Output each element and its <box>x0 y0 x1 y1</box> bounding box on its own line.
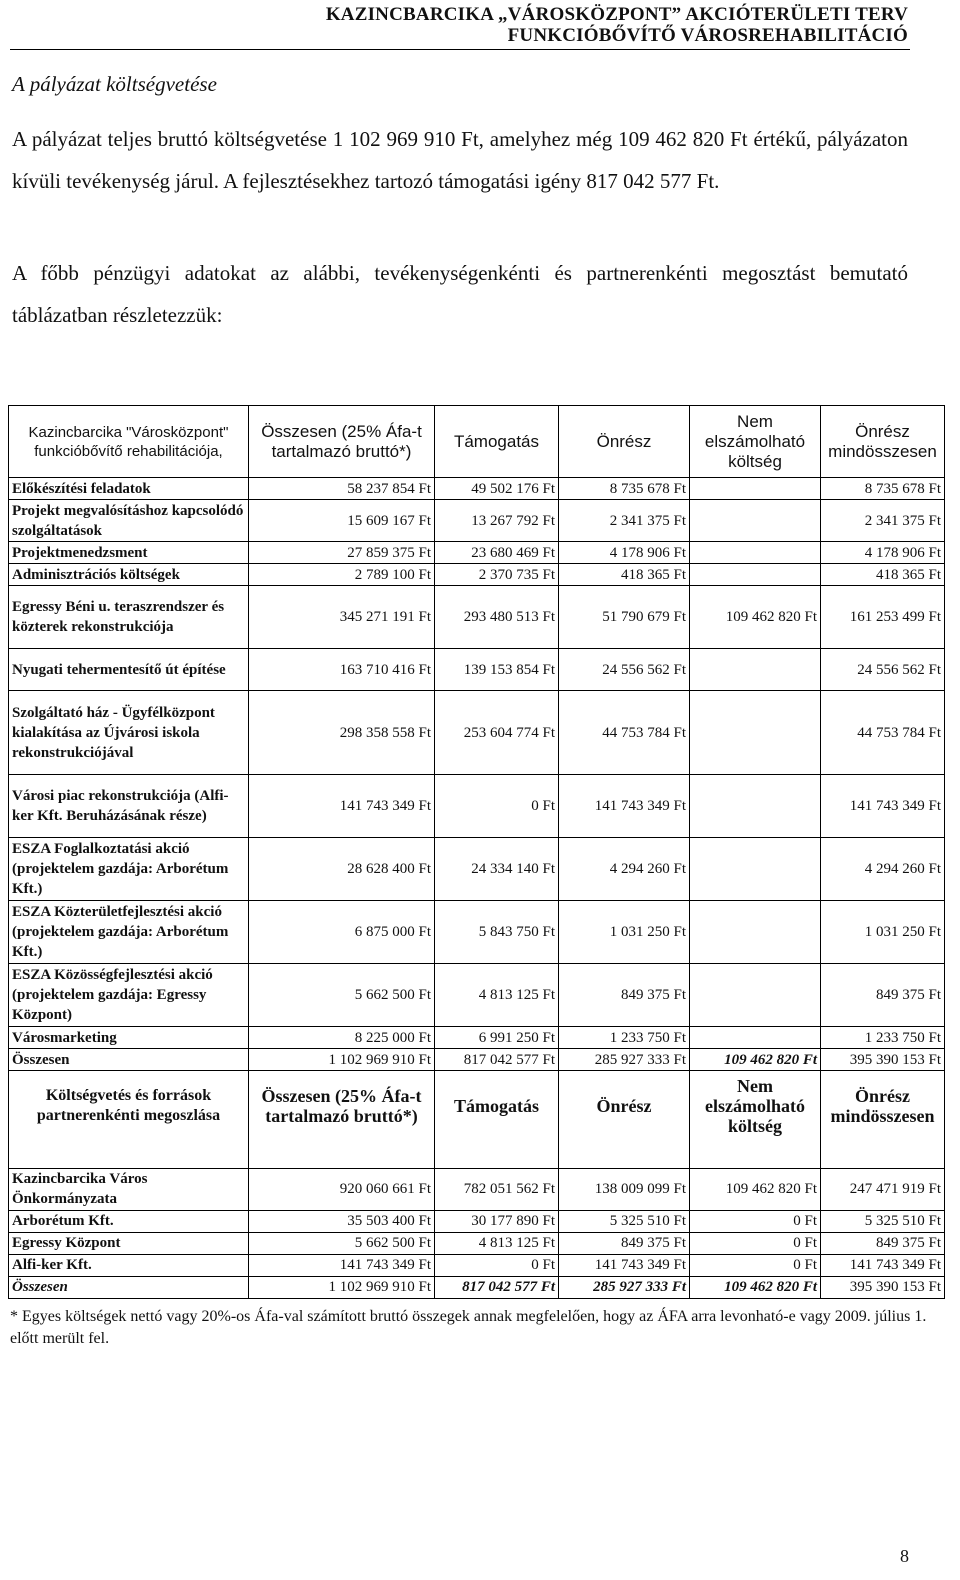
spacer-cell <box>559 1141 690 1169</box>
header-line-1: KAZINCBARCIKA „VÁROSKÖZPONT” AKCIÓTERÜLETI TERV <box>325 4 908 25</box>
spacer-cell <box>9 1141 249 1169</box>
cell-total: 15 609 167 Ft <box>249 500 435 542</box>
cell-total: 5 662 500 Ft <box>249 964 435 1027</box>
cell-own-total: 5 325 510 Ft <box>821 1210 945 1232</box>
partner-row <box>9 1232 945 1254</box>
partner-total-row <box>9 1276 945 1298</box>
cell-nonelig: 109 462 820 Ft <box>690 586 821 649</box>
cell-own: 4 178 906 Ft <box>559 542 690 564</box>
cell-own-total: 141 743 349 Ft <box>821 775 945 838</box>
table-row <box>9 1027 945 1049</box>
table-row <box>9 838 945 901</box>
cell-own-total: 1 031 250 Ft <box>821 901 945 964</box>
table-header-row <box>9 406 945 478</box>
cell-support: 49 502 176 Ft <box>435 478 559 500</box>
cell-nonelig <box>690 1027 821 1049</box>
table-row <box>9 964 945 1027</box>
cell-total: 2 789 100 Ft <box>249 564 435 586</box>
partner-row <box>9 1254 945 1276</box>
partner-total-support: 817 042 577 Ft <box>435 1276 559 1298</box>
cell-support: 2 370 735 Ft <box>435 564 559 586</box>
partner-total-name: Összesen <box>9 1276 249 1298</box>
cell-support: 24 334 140 Ft <box>435 838 559 901</box>
spacer-cell <box>249 1141 435 1169</box>
cell-nonelig <box>690 838 821 901</box>
partner-total-own: 285 927 333 Ft <box>559 1276 690 1298</box>
table-row <box>9 649 945 691</box>
partner-header-total: Összesen (25% Áfa-t tartalmazó bruttó*) <box>249 1071 435 1141</box>
row-name: ESZA Közösségfejlesztési akció (projektelem gazdája: Egressy Központ) <box>9 964 249 1027</box>
cell-total: 35 503 400 Ft <box>249 1210 435 1232</box>
total-cell-own-total: 395 390 153 Ft <box>821 1049 945 1071</box>
cell-support: 253 604 774 Ft <box>435 691 559 775</box>
partner-total-total: 1 102 969 910 Ft <box>249 1276 435 1298</box>
cell-own-total: 8 735 678 Ft <box>821 478 945 500</box>
partner-name: Arborétum Kft. <box>9 1210 249 1232</box>
partner-header-title: Költségvetés és források partnerenkénti megoszlása <box>9 1071 249 1141</box>
header-nonelig: Nem elszámolható költség <box>690 406 821 478</box>
cell-own-total: 4 178 906 Ft <box>821 542 945 564</box>
row-name: ESZA Foglalkoztatási akció (projektelem gazdája: Arborétum Kft.) <box>9 838 249 901</box>
header-line-2: FUNKCIÓBŐVÍTŐ VÁROSREHABILITÁCIÓ <box>507 25 908 46</box>
paragraph-budget-summary: A pályázat teljes bruttó költségvetése 1 102 969 910 Ft, amelyhez még 109 462 820 Ft értékű, pályázaton kívüli tevékenység járul. A fejlesztésekhez tartozó támogatási igény 817 042 577 Ft. <box>12 127 908 193</box>
partner-header-own: Önrész <box>559 1071 690 1141</box>
cell-own-total: 2 341 375 Ft <box>821 500 945 542</box>
cell-own: 1 233 750 Ft <box>559 1027 690 1049</box>
table-row <box>9 586 945 649</box>
cell-total: 163 710 416 Ft <box>249 649 435 691</box>
cell-own: 1 031 250 Ft <box>559 901 690 964</box>
cell-own-total: 24 556 562 Ft <box>821 649 945 691</box>
header-total: Összesen (25% Áfa-t tartalmazó bruttó*) <box>249 406 435 478</box>
total-cell-total: 1 102 969 910 Ft <box>249 1049 435 1071</box>
cell-support: 4 813 125 Ft <box>435 1232 559 1254</box>
table-row <box>9 500 945 542</box>
row-name: Városmarketing <box>9 1027 249 1049</box>
cell-own-total: 1 233 750 Ft <box>821 1027 945 1049</box>
cell-own: 849 375 Ft <box>559 964 690 1027</box>
cell-own: 8 735 678 Ft <box>559 478 690 500</box>
cell-own-total: 247 471 919 Ft <box>821 1168 945 1210</box>
partner-total-own-total: 395 390 153 Ft <box>821 1276 945 1298</box>
table-row <box>9 775 945 838</box>
total-cell-support: 817 042 577 Ft <box>435 1049 559 1071</box>
cell-own: 141 743 349 Ft <box>559 775 690 838</box>
cell-nonelig <box>690 964 821 1027</box>
cell-own-total: 161 253 499 Ft <box>821 586 945 649</box>
paragraph-table-intro: A főbb pénzügyi adatokat az alábbi, tevékenységenkénti és partnerenkénti megosztást bemutató táblázatban részletezzük: <box>12 261 908 327</box>
table-row <box>9 478 945 500</box>
partner-row <box>9 1168 945 1210</box>
spacer-cell <box>435 1141 559 1169</box>
page-number: 8 <box>900 1546 909 1566</box>
cell-nonelig <box>690 649 821 691</box>
partner-name: Kazincbarcika Város Önkormányzata <box>9 1168 249 1210</box>
row-name: Egressy Béni u. teraszrendszer és közterek rekonstrukciója <box>9 586 249 649</box>
row-name: Városi piac rekonstrukciója (Alfi-ker Kft. Beruházásának része) <box>9 775 249 838</box>
table-row <box>9 564 945 586</box>
cell-total: 6 875 000 Ft <box>249 901 435 964</box>
cell-own: 5 325 510 Ft <box>559 1210 690 1232</box>
cell-nonelig <box>690 564 821 586</box>
row-name: Adminisztrációs költségek <box>9 564 249 586</box>
cell-nonelig <box>690 542 821 564</box>
header-own: Önrész <box>559 406 690 478</box>
cell-own: 849 375 Ft <box>559 1232 690 1254</box>
cell-own: 138 009 099 Ft <box>559 1168 690 1210</box>
budget-table <box>8 405 945 1299</box>
cell-total: 58 237 854 Ft <box>249 478 435 500</box>
cell-total: 27 859 375 Ft <box>249 542 435 564</box>
table-row <box>9 901 945 964</box>
cell-support: 23 680 469 Ft <box>435 542 559 564</box>
cell-own: 24 556 562 Ft <box>559 649 690 691</box>
header-own-total: Önrész mindösszesen <box>821 406 945 478</box>
header-project: Kazincbarcika "Városközpont" funkcióbővítő rehabilitációja, <box>9 406 249 478</box>
cell-own: 418 365 Ft <box>559 564 690 586</box>
row-name: Projekt megvalósításhoz kapcsolódó szolgáltatások <box>9 500 249 542</box>
cell-nonelig: 0 Ft <box>690 1254 821 1276</box>
cell-own-total: 849 375 Ft <box>821 1232 945 1254</box>
section-title: A pályázat költségvetése <box>12 72 217 96</box>
partner-header-row <box>9 1071 945 1141</box>
cell-support: 0 Ft <box>435 1254 559 1276</box>
total-row-name: Összesen <box>9 1049 249 1071</box>
table-total-row <box>9 1049 945 1071</box>
cell-own-total: 4 294 260 Ft <box>821 838 945 901</box>
cell-own-total: 44 753 784 Ft <box>821 691 945 775</box>
partner-header-nonelig: Nem elszámolható költség <box>690 1071 821 1141</box>
partner-row <box>9 1210 945 1232</box>
cell-own-total: 141 743 349 Ft <box>821 1254 945 1276</box>
cell-nonelig <box>690 901 821 964</box>
cell-support: 782 051 562 Ft <box>435 1168 559 1210</box>
partner-total-nonelig: 109 462 820 Ft <box>690 1276 821 1298</box>
spacer-cell <box>690 1141 821 1169</box>
cell-support: 4 813 125 Ft <box>435 964 559 1027</box>
row-name: Nyugati tehermentesítő út építése <box>9 649 249 691</box>
cell-own-total: 849 375 Ft <box>821 964 945 1027</box>
cell-support: 30 177 890 Ft <box>435 1210 559 1232</box>
cell-total: 8 225 000 Ft <box>249 1027 435 1049</box>
partner-spacer-row <box>9 1141 945 1169</box>
document-header <box>326 4 908 46</box>
cell-support: 5 843 750 Ft <box>435 901 559 964</box>
row-name: ESZA Közterületfejlesztési akció (projektelem gazdája: Arborétum Kft.) <box>9 901 249 964</box>
cell-own: 51 790 679 Ft <box>559 586 690 649</box>
row-name: Előkészítési feladatok <box>9 478 249 500</box>
cell-total: 28 628 400 Ft <box>249 838 435 901</box>
partner-header-support: Támogatás <box>435 1071 559 1141</box>
cell-support: 139 153 854 Ft <box>435 649 559 691</box>
partner-name: Egressy Központ <box>9 1232 249 1254</box>
partner-header-own-total: Önrész mindösszesen <box>821 1071 945 1141</box>
cell-nonelig <box>690 500 821 542</box>
cell-total: 920 060 661 Ft <box>249 1168 435 1210</box>
cell-nonelig <box>690 691 821 775</box>
cell-total: 141 743 349 Ft <box>249 775 435 838</box>
cell-own: 44 753 784 Ft <box>559 691 690 775</box>
cell-support: 6 991 250 Ft <box>435 1027 559 1049</box>
cell-support: 293 480 513 Ft <box>435 586 559 649</box>
spacer-cell <box>821 1141 945 1169</box>
cell-nonelig <box>690 775 821 838</box>
total-cell-nonelig: 109 462 820 Ft <box>690 1049 821 1071</box>
cell-total: 345 271 191 Ft <box>249 586 435 649</box>
partner-name: Alfi-ker Kft. <box>9 1254 249 1276</box>
cell-own: 4 294 260 Ft <box>559 838 690 901</box>
footnote: * Egyes költségek nettó vagy 20%-os Áfa-val számított bruttó összegek annak megfelelően, hogy az ÁFA arra levonható-e vagy 2009. július 1. előtt merült fel. <box>10 1308 927 1347</box>
table-row <box>9 542 945 564</box>
cell-total: 141 743 349 Ft <box>249 1254 435 1276</box>
header-rule <box>10 49 910 50</box>
cell-nonelig: 0 Ft <box>690 1210 821 1232</box>
cell-own: 2 341 375 Ft <box>559 500 690 542</box>
cell-total: 5 662 500 Ft <box>249 1232 435 1254</box>
cell-own-total: 418 365 Ft <box>821 564 945 586</box>
cell-support: 13 267 792 Ft <box>435 500 559 542</box>
cell-nonelig: 0 Ft <box>690 1232 821 1254</box>
cell-nonelig <box>690 478 821 500</box>
cell-nonelig: 109 462 820 Ft <box>690 1168 821 1210</box>
cell-own: 141 743 349 Ft <box>559 1254 690 1276</box>
cell-total: 298 358 558 Ft <box>249 691 435 775</box>
table-row <box>9 691 945 775</box>
row-name: Projektmenedzsment <box>9 542 249 564</box>
row-name: Szolgáltató ház - Ügyfélközpont kialakítása az Újvárosi iskola rekonstrukciójával <box>9 691 249 775</box>
header-support: Támogatás <box>435 406 559 478</box>
total-cell-own: 285 927 333 Ft <box>559 1049 690 1071</box>
cell-support: 0 Ft <box>435 775 559 838</box>
